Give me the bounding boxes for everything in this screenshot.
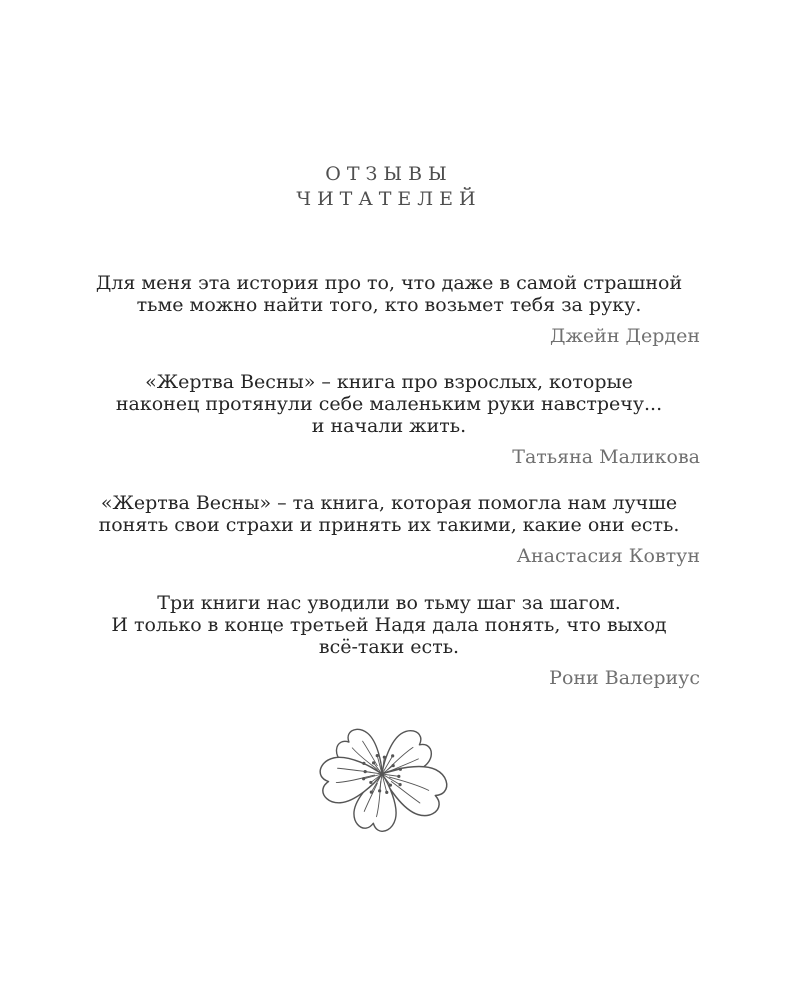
review-quote bbox=[78, 272, 700, 316]
section-title-line-1: ОТЗЫВЫ bbox=[325, 163, 453, 185]
review-4 bbox=[78, 592, 700, 689]
flower-stamen-tip bbox=[389, 784, 392, 787]
flower-stamen-tip bbox=[362, 777, 365, 780]
flower-stamen-tip bbox=[369, 781, 372, 784]
quote-line: всё-таки есть. bbox=[318, 636, 460, 658]
quote-line: Три книги нас уводили во тьму шаг за шагом. bbox=[157, 592, 621, 614]
flower-stamen-tip bbox=[376, 754, 379, 757]
review-quote bbox=[78, 492, 700, 536]
quote-line: тьме можно найти того, кто возьмет тебя за руку. bbox=[136, 294, 642, 316]
quote-line: «Жертва Весны» – та книга, которая помогла нам лучше bbox=[100, 492, 678, 514]
flower-stamen-tip bbox=[364, 770, 367, 773]
flower-stamen-tip bbox=[372, 761, 375, 764]
quote-line: понять свои страхи и принять их такими, какие они есть. bbox=[98, 514, 680, 536]
flower-stamen-tip bbox=[392, 764, 395, 767]
flower-center bbox=[379, 771, 384, 776]
review-author: Джейн Дерден bbox=[550, 325, 700, 347]
quote-line: «Жертва Весны» – книга про взрослых, которые bbox=[145, 371, 633, 393]
review-author: Татьяна Маликова bbox=[512, 446, 700, 468]
review-2 bbox=[78, 371, 700, 468]
flower-stamen-tip bbox=[391, 754, 394, 757]
quote-line: Для меня эта история про то, что даже в самой страшной bbox=[95, 272, 683, 294]
review-quote bbox=[78, 592, 700, 658]
review-author: Анастасия Ковтун bbox=[516, 545, 700, 567]
flower-stamen-tip bbox=[362, 762, 365, 765]
review-1 bbox=[78, 272, 700, 347]
review-author: Рони Валериус bbox=[549, 667, 700, 689]
section-title bbox=[78, 162, 700, 212]
quote-line: наконец протянули себе маленьким руки навстречу... bbox=[115, 393, 663, 415]
quote-line: и начали жить. bbox=[311, 415, 467, 437]
flower-stamen-tip bbox=[370, 790, 373, 793]
review-3 bbox=[78, 492, 700, 567]
flower-stamen-tip bbox=[383, 756, 386, 759]
flower-stamen-tip bbox=[378, 789, 381, 792]
quote-line: И только в конце третьей Надя дала понять, что выход bbox=[111, 614, 667, 636]
flower-stamen-tip bbox=[385, 791, 388, 794]
flower-stamen-tip bbox=[398, 783, 401, 786]
section-title-line-2: ЧИТАТЕЛЕЙ bbox=[296, 188, 482, 210]
review-quote bbox=[78, 371, 700, 437]
flower-stamen-tip bbox=[399, 768, 402, 771]
flower-stamen-tip bbox=[397, 775, 400, 778]
flower-icon bbox=[312, 724, 458, 836]
